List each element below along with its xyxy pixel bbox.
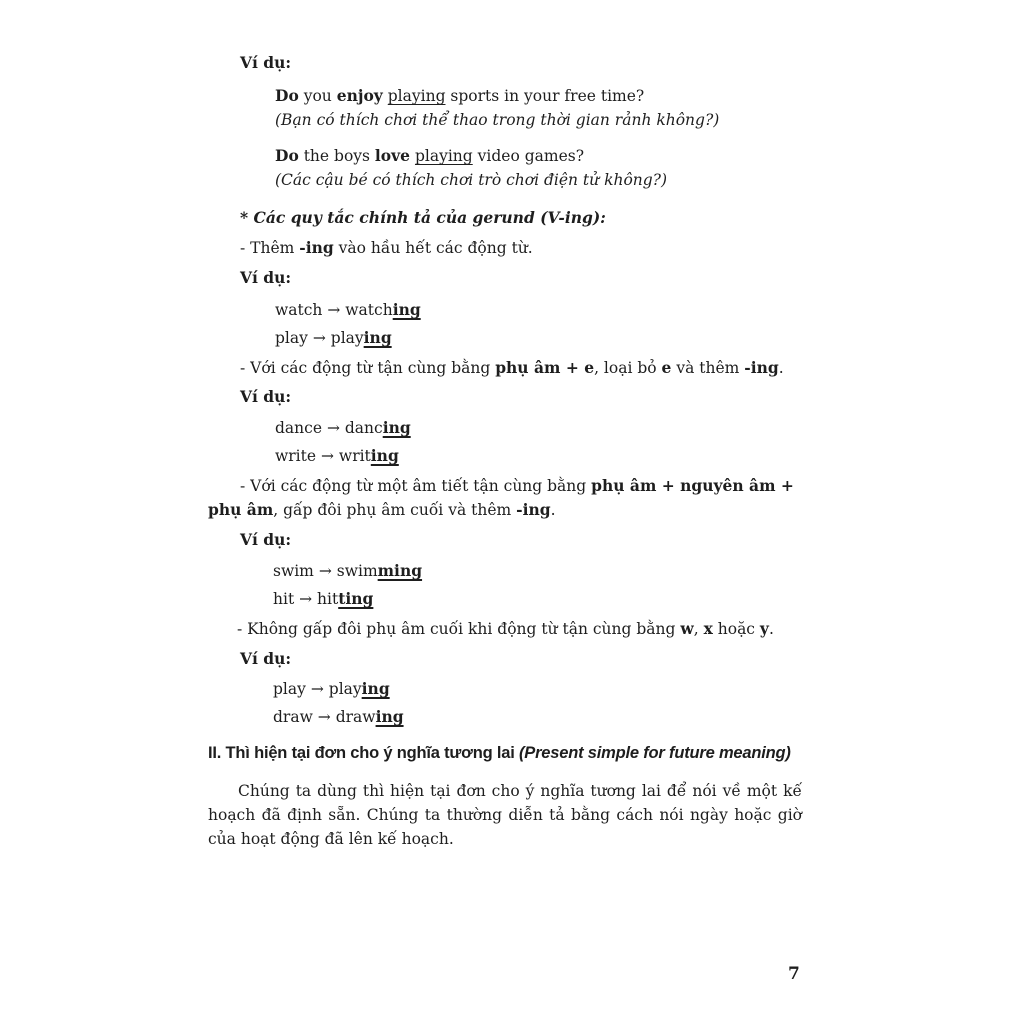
- arrow-icon: →: [299, 590, 313, 608]
- section-heading: [208, 744, 791, 763]
- rule-1: [240, 240, 533, 257]
- arrow-icon: →: [326, 419, 340, 437]
- text: .: [550, 501, 556, 519]
- word-do: Do: [275, 86, 299, 105]
- suffix-ing: -ing: [744, 358, 779, 377]
- emphasis: phụ âm + nguyên âm +: [591, 476, 794, 495]
- example-item: [273, 563, 422, 580]
- example-item: [275, 330, 392, 347]
- suffix: ing: [361, 679, 390, 698]
- stem: swim: [336, 562, 378, 580]
- section-title: II. Thì hiện tại đơn cho ý nghĩa tương lai: [208, 744, 519, 762]
- section-title-english: (Present simple for future meaning): [518, 744, 791, 762]
- base-verb: draw: [273, 708, 313, 726]
- text: .: [768, 620, 774, 638]
- example-item: [275, 420, 411, 437]
- text: - Thêm: [240, 239, 300, 257]
- base-verb: play: [275, 329, 308, 347]
- example-item: [275, 448, 399, 465]
- example-item: [275, 302, 421, 319]
- rule-2: [240, 360, 784, 377]
- example-label: Ví dụ:: [240, 530, 292, 549]
- suffix: ing: [363, 328, 392, 347]
- text: .: [778, 359, 784, 377]
- text: sports in your free time?: [445, 87, 645, 105]
- suffix: ing: [392, 300, 421, 319]
- emphasis: x: [703, 619, 713, 638]
- suffix: ting: [338, 589, 374, 608]
- word-playing: playing: [387, 87, 446, 105]
- example-item: [273, 681, 390, 698]
- arrow-icon: →: [320, 447, 334, 465]
- arrow-icon: →: [327, 301, 341, 319]
- text: , loại bỏ: [594, 359, 662, 377]
- emphasis: phụ âm: [208, 500, 274, 519]
- base-verb: dance: [275, 419, 322, 437]
- base-verb: watch: [275, 301, 323, 319]
- example-sentence: [275, 148, 584, 165]
- stem: play: [330, 329, 364, 347]
- page-number: 7: [788, 964, 800, 984]
- suffix: ing: [382, 418, 411, 437]
- emphasis: e: [661, 358, 672, 377]
- word-playing: playing: [414, 147, 473, 165]
- rule-3: [240, 478, 794, 495]
- example-label: Ví dụ:: [240, 53, 292, 72]
- example-translation: (Bạn có thích chơi thể thao trong thời gian rảnh không?): [275, 111, 720, 129]
- section-paragraph: Chúng ta dùng thì hiện tại đơn cho ý nghĩa tương lai để nói về một kế hoạch đã định sẵn. Chúng ta thường diễn tả bằng cách nói ngày hoặc giờ của hoạt động đã lên kế hoạch.: [208, 782, 802, 848]
- stem: play: [328, 680, 362, 698]
- text: hoặc: [712, 620, 760, 638]
- example-sentence: [275, 88, 644, 105]
- rule-3-cont: [208, 502, 556, 519]
- suffix: ming: [377, 561, 423, 580]
- stem: danc: [344, 419, 383, 437]
- example-translation: (Các cậu bé có thích chơi trò chơi điện tử không?): [275, 171, 668, 189]
- word-love: love: [374, 146, 411, 165]
- example-label: Ví dụ:: [240, 387, 292, 406]
- example-item: [273, 591, 373, 608]
- suffix: ing: [370, 446, 399, 465]
- base-verb: hit: [273, 590, 295, 608]
- text: và thêm: [671, 359, 745, 377]
- suffix-ing: -ing: [299, 238, 334, 257]
- base-verb: write: [275, 447, 317, 465]
- arrow-icon: →: [312, 329, 326, 347]
- example-item: [273, 709, 404, 726]
- text: , gấp đôi phụ âm cuối và thêm: [273, 501, 517, 519]
- text: - Với các động từ tận cùng bằng: [240, 359, 496, 377]
- word-enjoy: enjoy: [336, 86, 383, 105]
- text: you: [298, 87, 337, 105]
- text: - Với các động từ một âm tiết tận cùng bằng: [240, 477, 592, 495]
- emphasis: phụ âm + e: [495, 358, 595, 377]
- stem: hit: [317, 590, 339, 608]
- stem: watch: [345, 301, 393, 319]
- rule-4: [237, 621, 774, 638]
- arrow-icon: →: [318, 562, 332, 580]
- emphasis: w: [680, 619, 694, 638]
- base-verb: play: [273, 680, 306, 698]
- base-verb: swim: [273, 562, 314, 580]
- rules-title: * Các quy tắc chính tả của gerund (V-ing):: [240, 208, 606, 227]
- suffix: ing: [375, 707, 404, 726]
- arrow-icon: →: [317, 708, 331, 726]
- text: the boys: [298, 147, 375, 165]
- word-do: Do: [275, 146, 299, 165]
- example-label: Ví dụ:: [240, 268, 292, 287]
- example-label: Ví dụ:: [240, 649, 292, 668]
- text: - Không gấp đôi phụ âm cuối khi động từ tận cùng bằng: [237, 620, 681, 638]
- stem: writ: [338, 447, 371, 465]
- arrow-icon: →: [310, 680, 324, 698]
- stem: draw: [335, 708, 376, 726]
- emphasis: y: [759, 619, 769, 638]
- text: vào hầu hết các động từ.: [333, 239, 533, 257]
- text: video games?: [472, 147, 585, 165]
- suffix-ing: -ing: [516, 500, 551, 519]
- text: ,: [693, 620, 704, 638]
